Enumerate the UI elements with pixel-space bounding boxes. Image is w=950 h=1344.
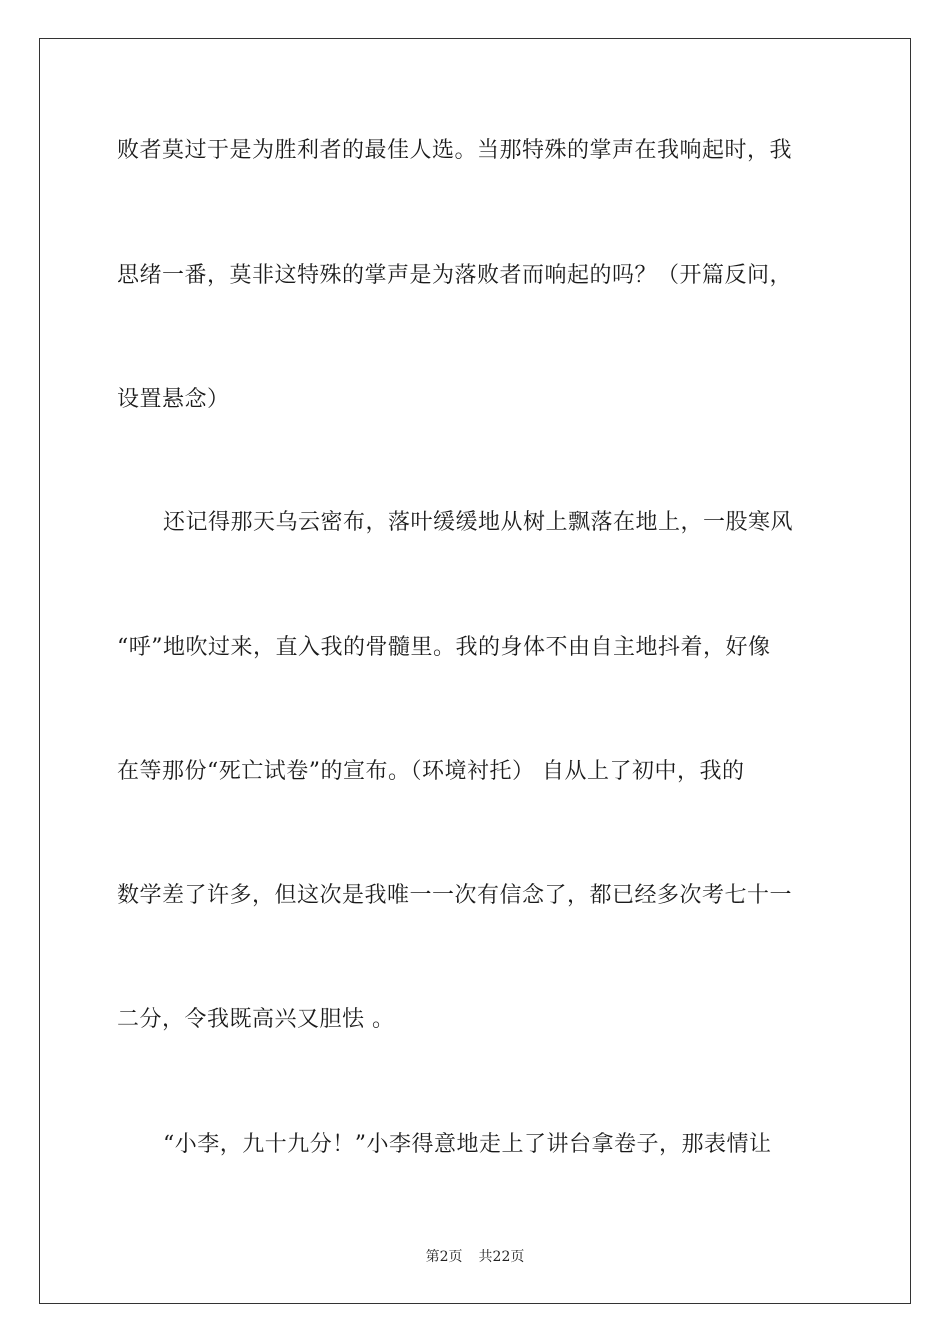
text-line: 败者莫过于是为胜利者的最佳人选。当那特殊的掌声在我响起时，我 [117, 138, 793, 163]
text-line: 思绪一番，莫非这特殊的掌声是为落败者而响起的吗？（开篇反问， [117, 263, 793, 288]
page-total: 共22页 [478, 1249, 525, 1265]
text-line: 在等那份“死亡试卷”的宣布。（环境衬托） 自从上了初中，我的 [117, 759, 745, 784]
page-footer [0, 1247, 950, 1267]
paragraph-first-line: 还记得那天乌云密布，落叶缓缓地从树上飘落在地上，一股寒风 [163, 510, 794, 535]
page-border [39, 38, 911, 1304]
page-number: 第2页 [425, 1249, 463, 1265]
paragraph-first-line: “小李，九十九分！”小李得意地走上了讲台拿卷子，那表情让 [163, 1132, 772, 1157]
text-line: “呼”地吹过来，直入我的骨髓里。我的身体不由自主地抖着，好像 [117, 635, 771, 660]
text-line: 数学差了许多，但这次是我唯一一次有信念了，都已经多次考七十一 [117, 883, 793, 908]
text-line: 二分，令我既高兴又胆怯 。 [117, 1007, 395, 1032]
text-line: 设置悬念） [117, 387, 230, 412]
